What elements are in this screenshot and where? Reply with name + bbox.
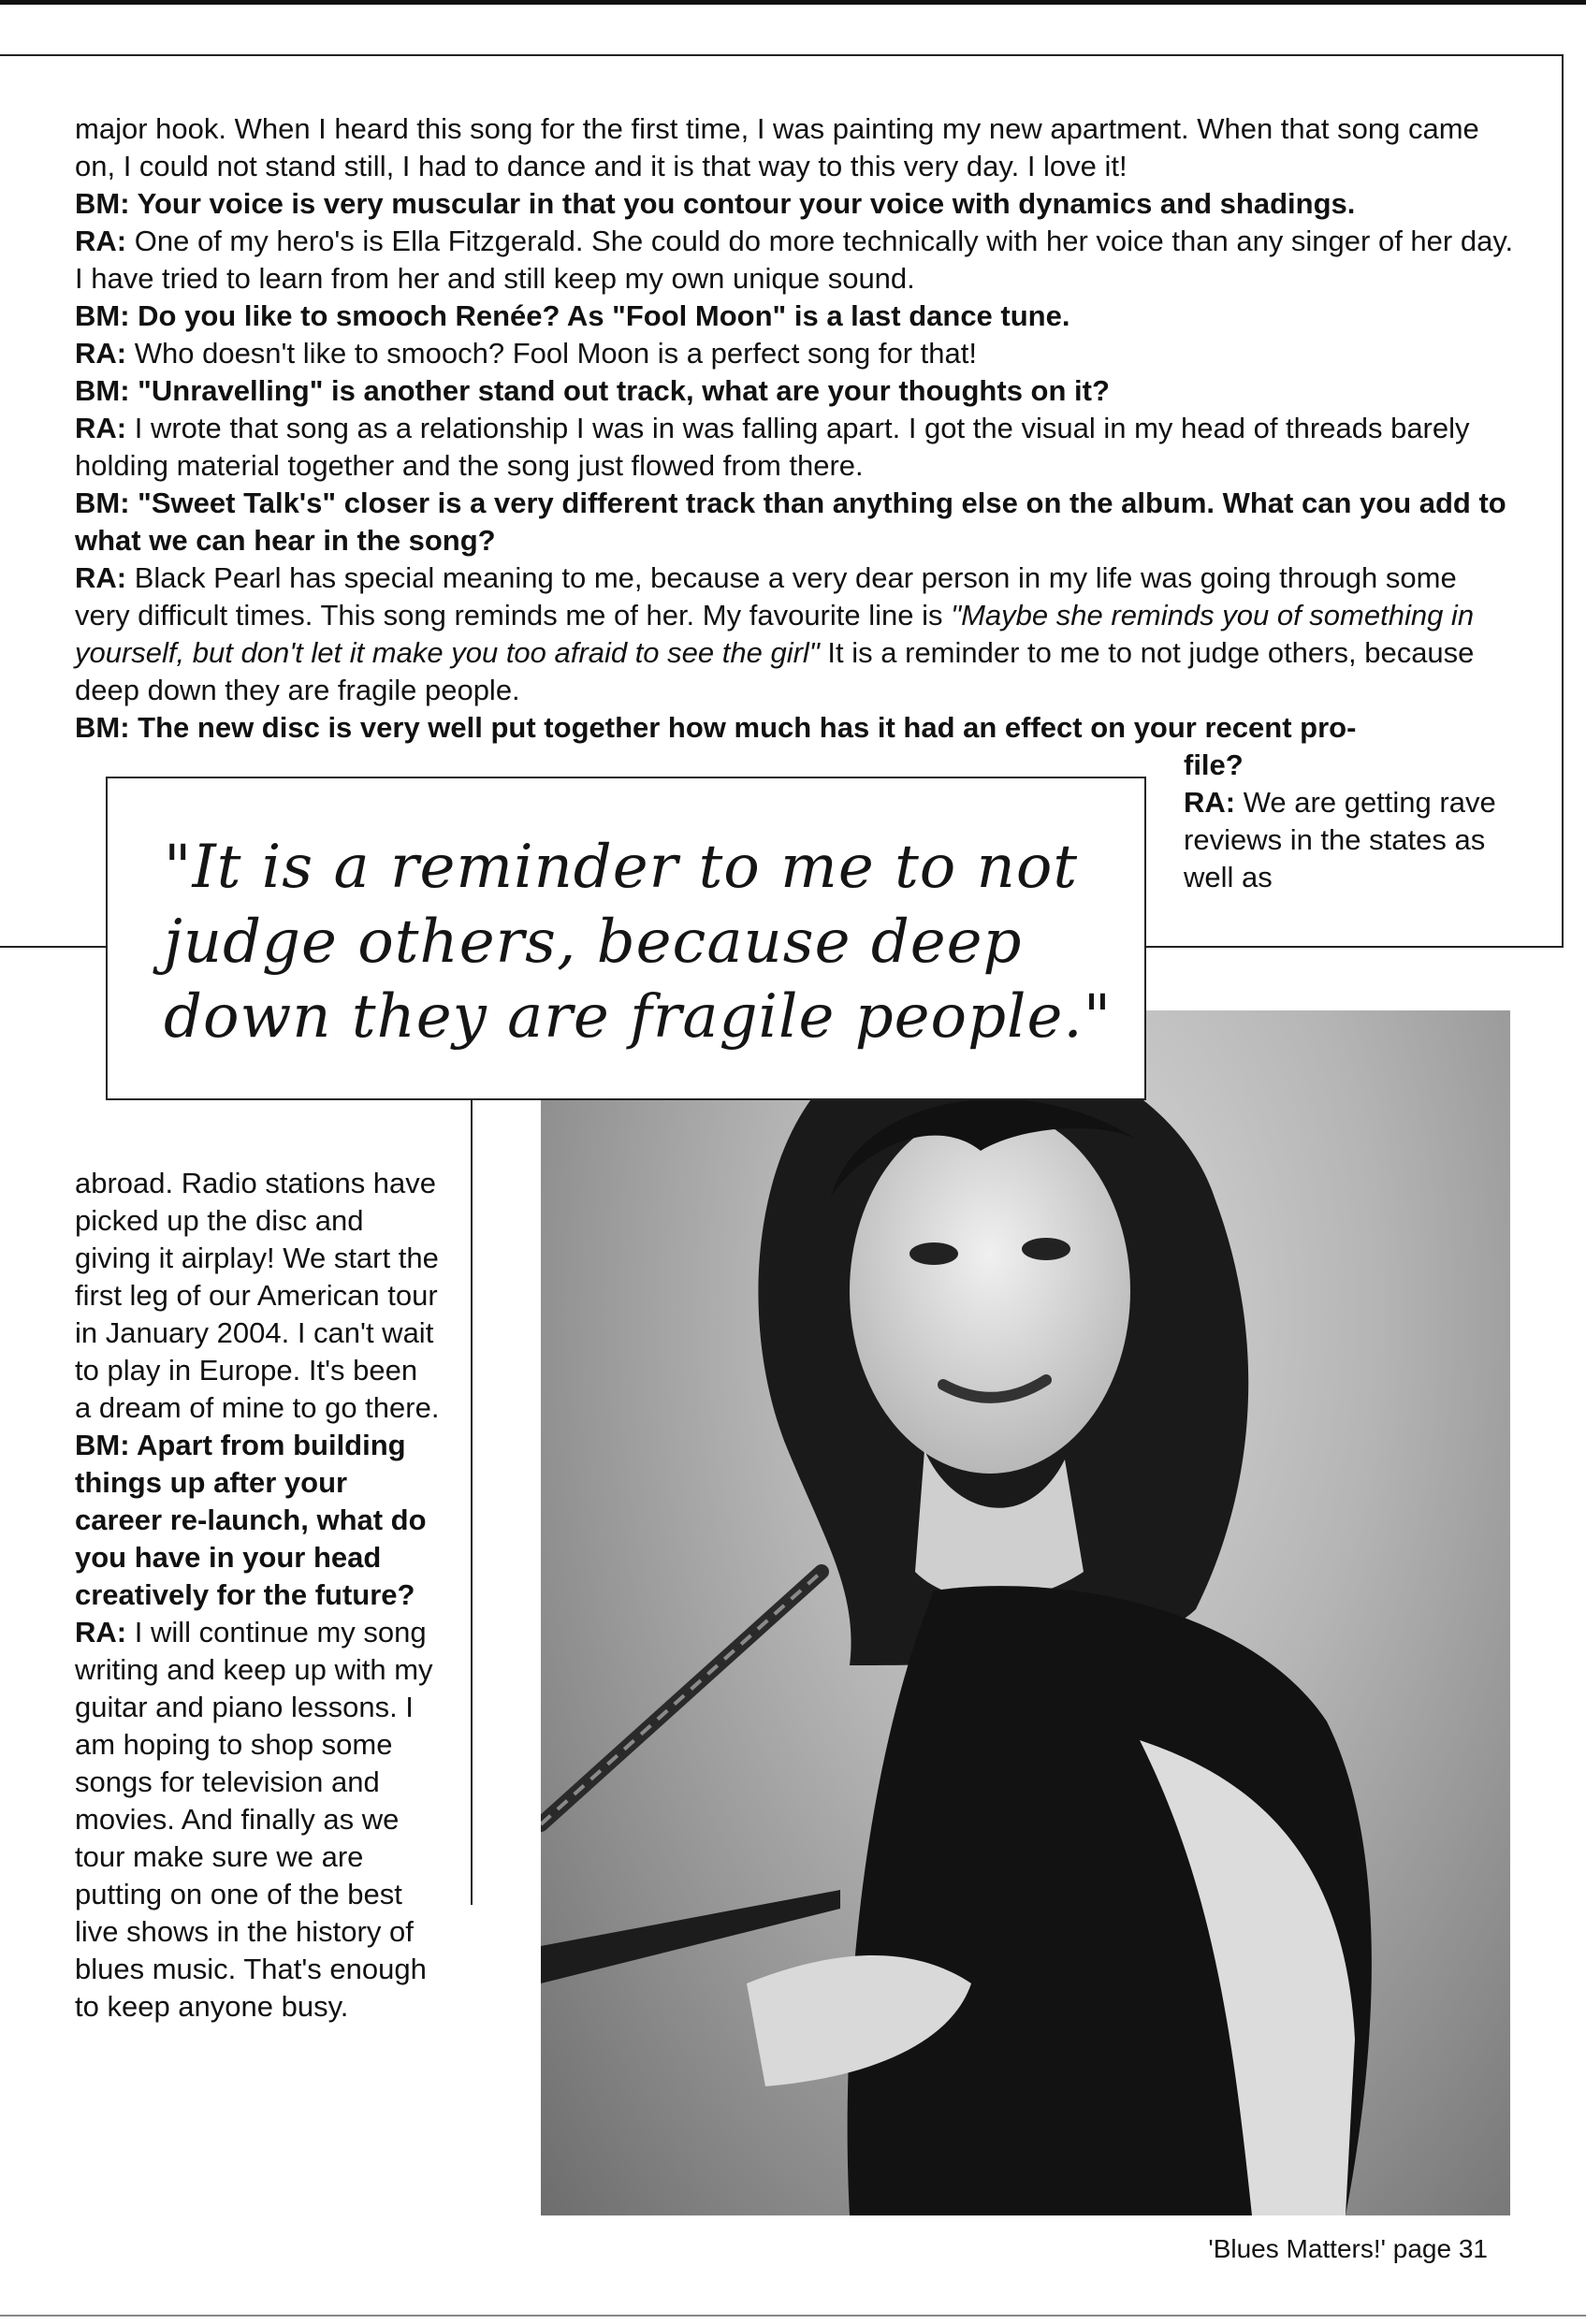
column-divider [471, 1100, 473, 1905]
lyric-quote: "Maybe she reminds you of something in yourself, but don't let it make you too afraid to see the girl" [75, 599, 1475, 669]
page-number: page 31 [1392, 2234, 1488, 2263]
answer-abroad: abroad. Radio stations have picked up the disc and giving it airplay! We start the first leg of our American tour in January 2004. I can't wait to play in Europe. It's been a dream of mine to go there. [75, 1167, 440, 1424]
bottom-rule [0, 2315, 1586, 2317]
left-column [75, 1165, 440, 2026]
pull-quote-box [106, 777, 1146, 1100]
answer-black-pearl: RA: Black Pearl has special meaning to me, because a very dear person in my life was going through some very difficult times. This song reminds me of her. My favourite line is "Maybe she reminds you of something in yourself, but don't let it make you too afraid to see the girl" It is a reminder to me to not judge others, because deep down they are fragile people. [75, 561, 1475, 706]
answer-unravelling: RA: I wrote that song as a relationship I was in was falling apart. I got the visual in my head of threads barely holding material together and the song just flowed from there. [75, 412, 1470, 482]
question-smooch: BM: Do you like to smooch Renée? As "Fool Moon" is a last dance tune. [75, 299, 1070, 332]
pull-quote: "It is a reminder to me to not judge others, because deep down they are fragile people." [164, 833, 1113, 1052]
question-unravelling: BM: "Unravelling" is another stand out track, what are your thoughts on it? [75, 374, 1110, 407]
question-profile: BM: The new disc is very well put together how much has it had an effect on your recent pro- [75, 711, 1357, 744]
page-footer [1208, 2234, 1488, 2264]
answer-ella: RA: One of my hero's is Ella Fitzgerald. She could do more technically with her voice than any singer of her day. I have tried to learn from her and still keep my own unique sound. [75, 225, 1514, 295]
paragraph-hook: major hook. When I heard this song for the first time, I was painting my new apartment. When that song came on, I could not stand still, I had to dance and it is that way to this very day. I love it! [75, 112, 1479, 182]
question-profile-end: file? [1184, 748, 1244, 781]
question-future: BM: Apart from building things up after your career re-launch, what do you have in your head creatively for the future? [75, 1429, 427, 1611]
photo-illustration [541, 1010, 1510, 2215]
magazine-name: 'Blues Matters!' [1208, 2234, 1386, 2263]
answer-future: RA: I will continue my song writing and keep up with my guitar and piano lessons. I am hoping to shop some songs for television and movies. And finally as we tour make sure we are putting on one of the best live shows in the history of blues music. That's enough to keep anyone busy. [75, 1616, 433, 2023]
top-border [0, 0, 1586, 5]
answer-reviews: RA: We are getting rave reviews in the states as well as [1184, 786, 1496, 893]
question-sweet-talk: BM: "Sweet Talk's" closer is a very different track than anything else on the album. What can you add to what we can hear in the song? [75, 487, 1506, 557]
interview-body [75, 110, 1516, 747]
artist-photo [541, 1010, 1510, 2215]
question-dynamics: BM: Your voice is very muscular in that you contour your voice with dynamics and shadings. [75, 187, 1356, 220]
right-column-continuation [1184, 747, 1506, 896]
answer-smooch: RA: Who doesn't like to smooch? Fool Moon is a perfect song for that! [75, 337, 977, 370]
